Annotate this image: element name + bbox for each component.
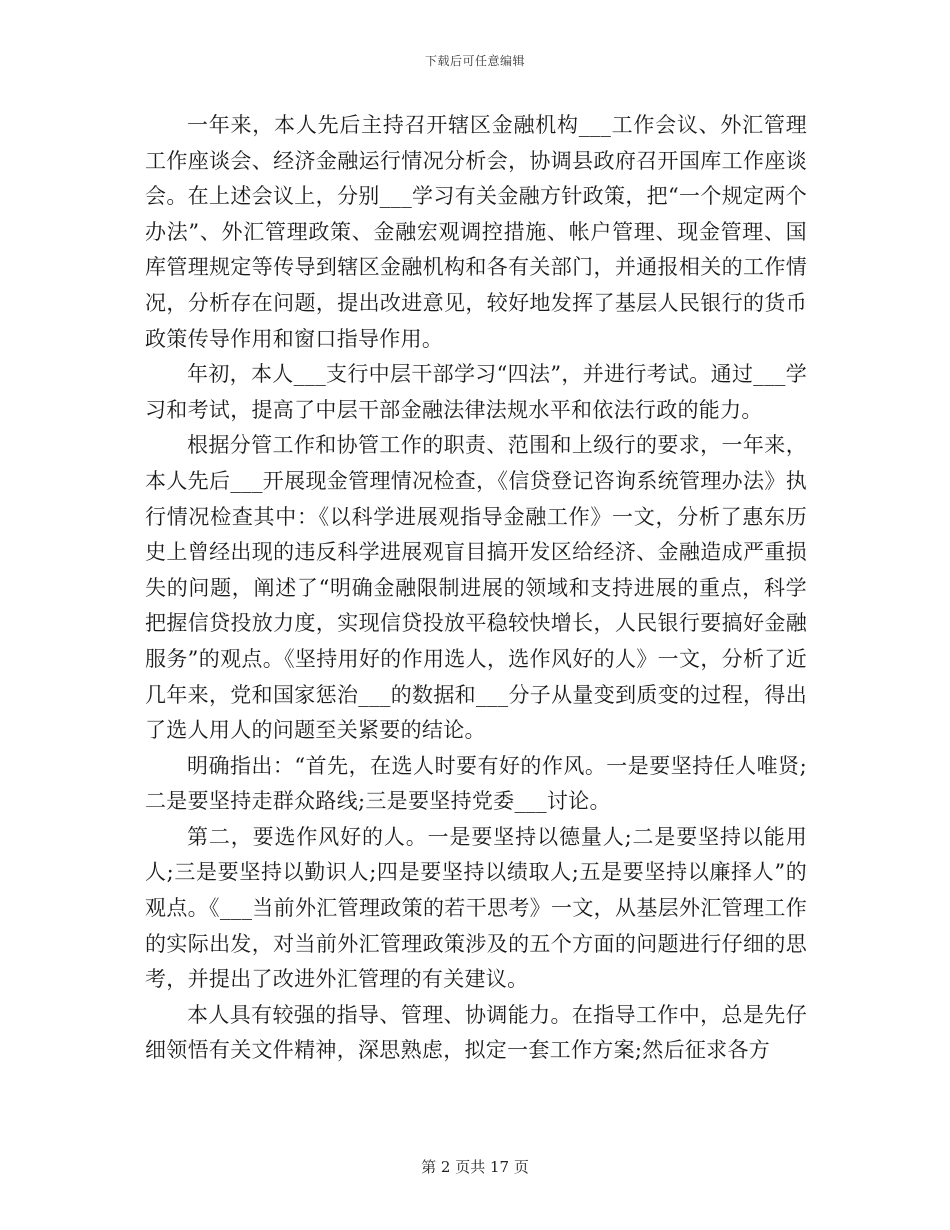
- paragraph: 明确指出：“首先，在选人时要有好的作风。一是要坚持任人唯贤;二是要坚持走群众路线;三是要坚持党委___讨论。: [145, 753, 807, 814]
- paragraph: 年初，本人___支行中层干部学习“四法”，并进行考试。通过___学习和考试，提高了中层干部金融法律法规水平和依法行政的能力。: [145, 362, 807, 422]
- paragraph: 本人具有较强的指导、管理、协调能力。在指导工作中，总是先仔细领悟有关文件精神，深思熟虑，拟定一套工作方案;然后征求各方: [145, 1002, 807, 1063]
- paragraph: 一年来，本人先后主持召开辖区金融机构___工作会议、外汇管理工作座谈会、经济金融运行情况分析会，协调县政府召开国库工作座谈会。在上述会议上，分别___学习有关金融方针政策，把“一个规定两个办法”、外汇管理政策、金融宏观调控措施、帐户管理、现金管理、国库管理规定等传导到辖区金融机构和各有关部门，并通报相关的工作情况，分析存在问题，提出改进意见，较好地发挥了基层人民银行的货币政策传导作用和窗口指导作用。: [145, 113, 807, 351]
- page-header: 下载后可任意编辑: [424, 54, 525, 68]
- paragraph: 根据分管工作和协管工作的职责、范围和上级行的要求，一年来，本人先后___开展现金管理情况检查，《信贷登记咨询系统管理办法》执行情况检查其中：《以科学进展观指导金融工作》一文，分析了惠东历史上曾经出现的违反科学进展观盲目搞开发区给经济、金融造成严重损失的问题，阐述了“明确金融限制进展的领域和支持进展的重点，科学把握信贷投放力度，实现信贷投放平稳较快增长，人民银行要搞好金融服务”的观点。《坚持用好的作用选人，选作风好的人》一文，分析了近几年来，党和国家惩治___的数据和___分子从量变到质变的过程，得出了选人用人的问题至关紧要的结论。: [145, 433, 807, 743]
- page-number: 第 2 页共 17 页: [421, 1158, 529, 1176]
- document-body: [145, 108, 807, 1069]
- paragraph: 第二，要选作风好的人。一是要坚持以德量人;二是要坚持以能用人;三是要坚持以勤识人;四是要坚持以绩取人;五是要坚持以廉择人”的观点。《___当前外汇管理政策的若干思考》一文，从基层外汇管理工作的实际出发，对当前外汇管理政策涉及的五个方面的问题进行仔细的思考，并提出了改进外汇管理的有关建议。: [145, 824, 807, 992]
